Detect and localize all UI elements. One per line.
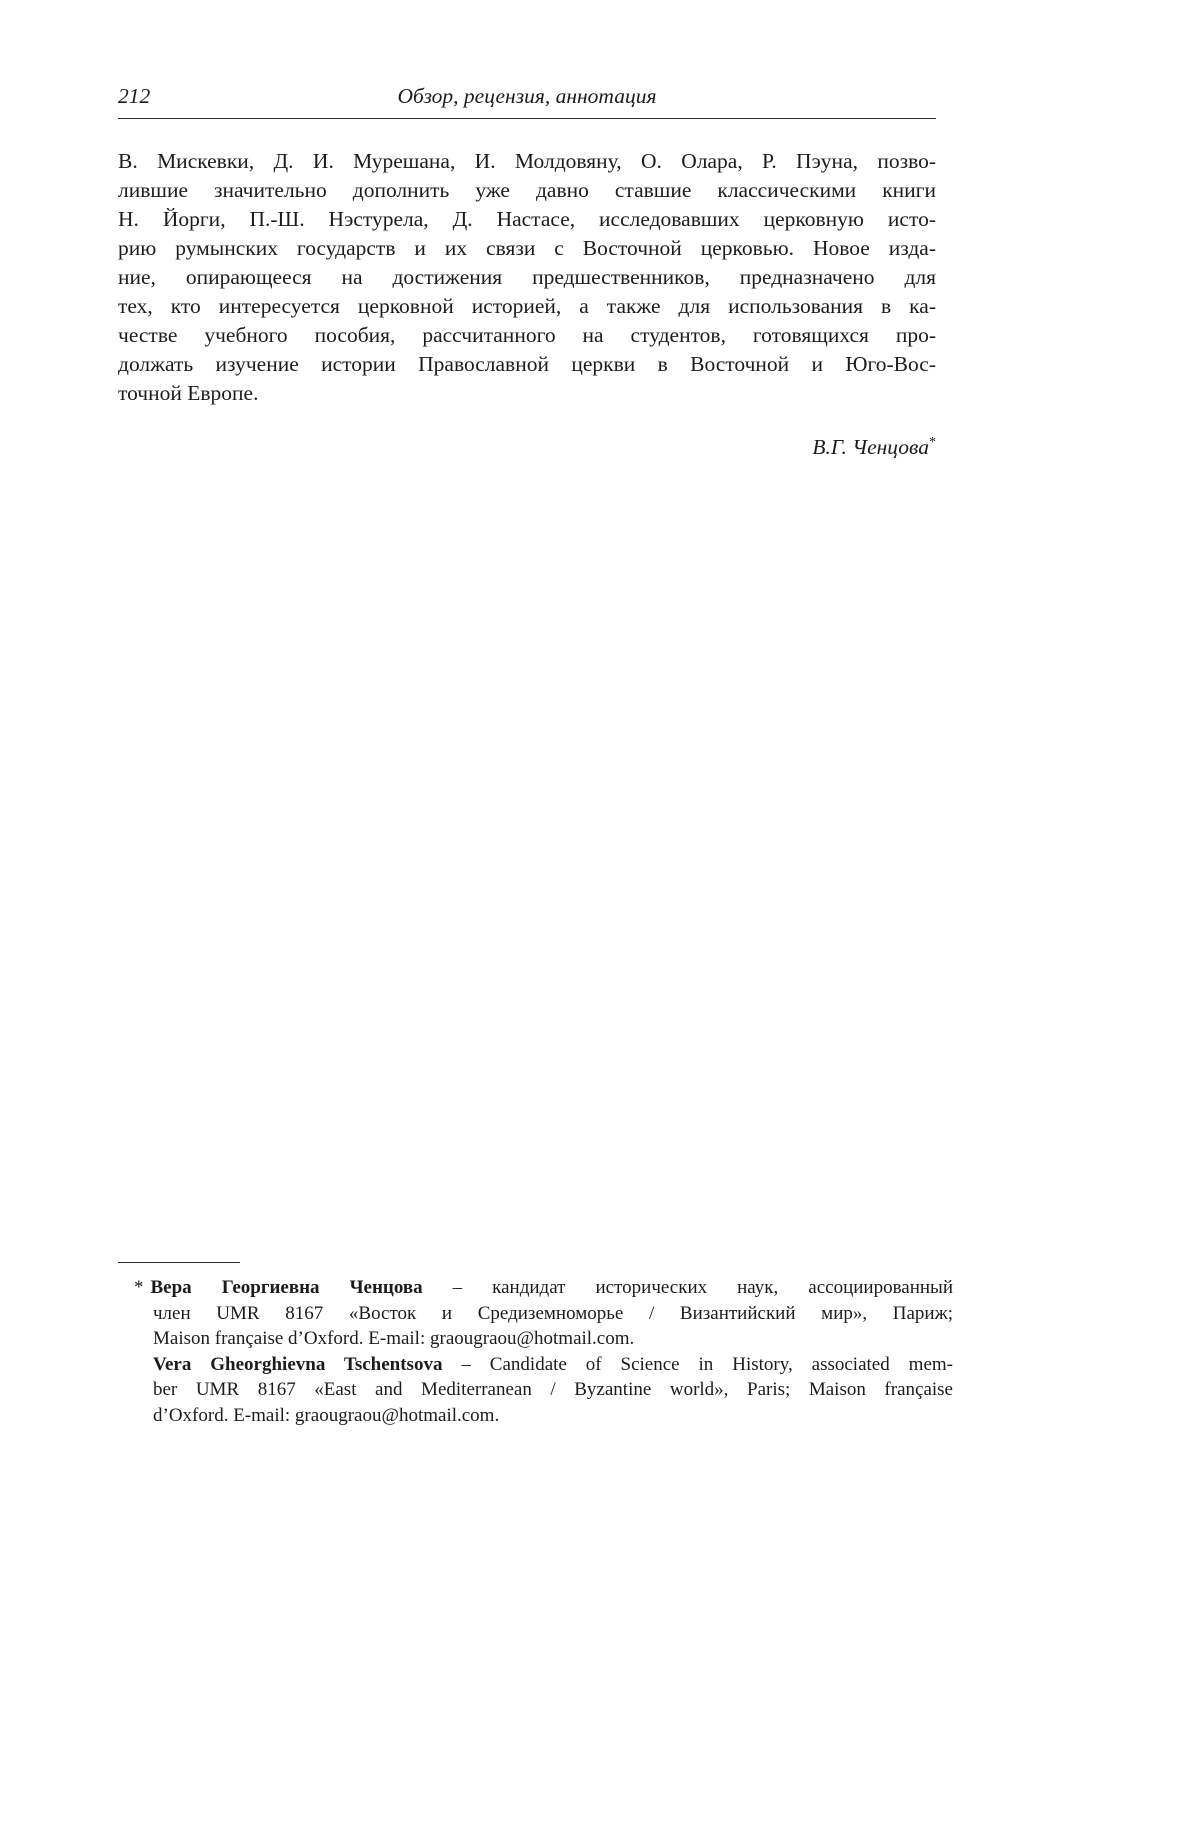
footnote-block — [118, 1262, 953, 1428]
body-line: рию румынских государств и их связи с Восточной церковью. Новое изда- — [118, 236, 936, 260]
body-paragraph — [118, 147, 936, 408]
page-content — [118, 84, 936, 460]
body-line: точной Европе. — [118, 381, 259, 405]
body-line: В. Мискевки, Д. И. Мурешана, И. Молдовяну, О. Олара, Р. Пэуна, позво- — [118, 149, 936, 173]
footnote-line-en-2: ber UMR 8167 «East and Mediterranean / Byzantine world», Paris; Maison française — [153, 1379, 953, 1400]
header-rule — [118, 118, 936, 119]
footnote-author-ru: Вера Георгиевна Ченцова — [150, 1277, 423, 1298]
body-line: честве учебного пособия, рассчитанного на студентов, готовящихся про- — [118, 323, 936, 347]
body-line: должать изучение истории Православной церкви в Восточной и Юго-Вос- — [118, 352, 936, 376]
author-signature — [118, 435, 936, 460]
footnote-author-en: Vera Gheorghievna Tschentsova — [153, 1353, 443, 1375]
footnote-marker: * — [134, 1277, 144, 1298]
footnote-en-rest: – Candidate of Science in History, associated mem- — [442, 1353, 953, 1375]
body-line: ние, опирающееся на достижения предшественников, предназначено для — [118, 265, 936, 289]
body-line: тех, кто интересуется церковной историей, а также для использования в ка- — [118, 294, 936, 318]
footnote-line-ru-2: член UMR 8167 «Восток и Средиземноморье / Византийский мир», Париж; — [153, 1302, 953, 1324]
body-line: лившие значительно дополнить уже давно ставшие классическими книги — [118, 178, 936, 202]
footnote-line-ru-3: Maison française d’Oxford. E-mail: graougraou@hotmail.com. — [153, 1328, 635, 1349]
page-number: 212 — [118, 84, 151, 108]
footnote-text — [134, 1275, 953, 1428]
footnote-line-en-1 — [153, 1352, 953, 1378]
footnote-line-ru-1 — [134, 1275, 953, 1301]
footnote-reference-marker: * — [929, 435, 936, 450]
running-head: Обзор, рецензия, аннотация — [397, 84, 657, 108]
body-line: Н. Йорги, П.-Ш. Нэстурела, Д. Настасе, исследовавших церковную исто- — [118, 207, 936, 231]
footnote-ru-rest: – кандидат исторических наук, ассоциированный — [422, 1277, 953, 1298]
footnote-rule — [118, 1262, 240, 1263]
page-header — [118, 84, 936, 114]
author-name: В.Г. Ченцова — [812, 435, 929, 460]
footnote-line-en-3: d’Oxford. E-mail: graougraou@hotmail.com. — [153, 1404, 500, 1426]
